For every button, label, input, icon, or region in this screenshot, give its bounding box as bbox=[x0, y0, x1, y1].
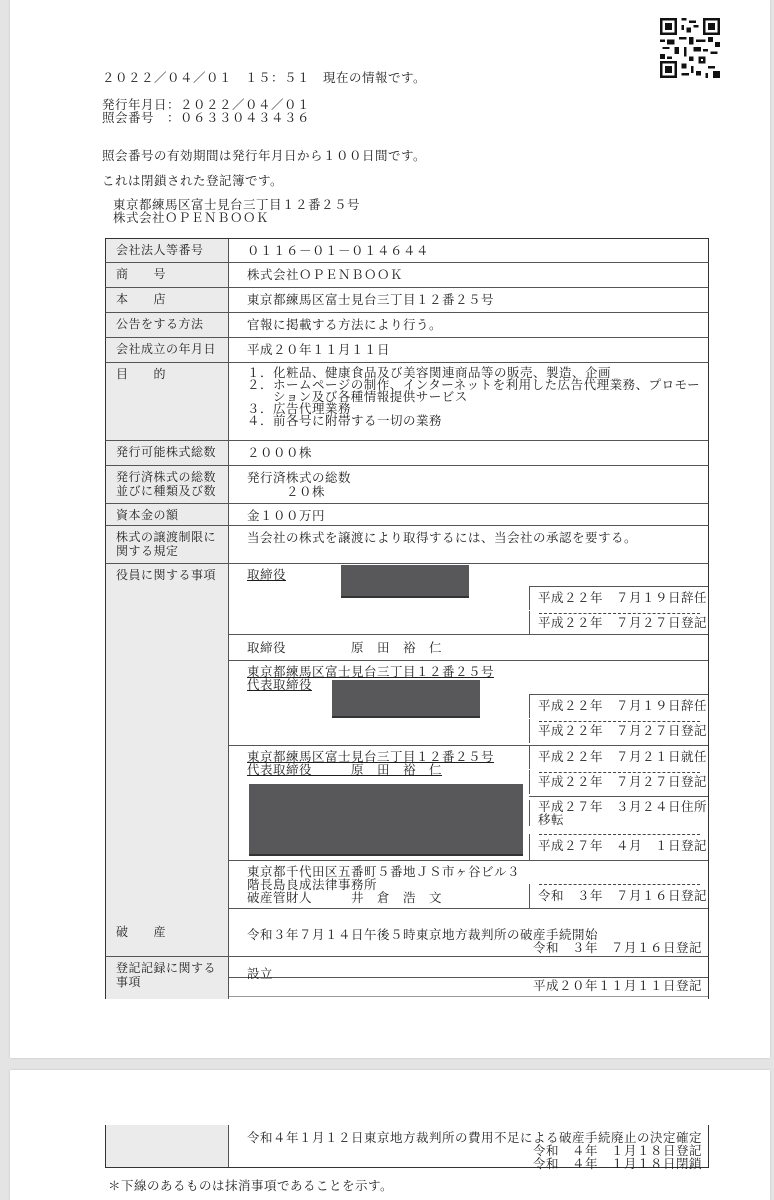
officer-date: 平成２２年 ７月１９日辞任 bbox=[529, 586, 708, 610]
trustee-name: 破産管財人 井 倉 浩 文 bbox=[247, 890, 443, 905]
page-2 bbox=[10, 1070, 770, 1200]
row-value: 当会社の株式を譲渡により取得するには、当会社の承認を要する。 bbox=[247, 530, 638, 545]
officer-date: 平成２７年 ４月 １日登記 bbox=[529, 834, 708, 860]
row-value: １．化粧品、健康食品及び美容関連商品等の販売、製造、企画 ２．ホームページの制作、インターネットを利用した広告代理業務、プロモー ション及び各種情報提供サービス ３．広告代理業務 ４．前各号に附帯する一切の業務 bbox=[247, 365, 701, 428]
header-address: 東京都練馬区富士見台三丁目１２番２５号 bbox=[113, 197, 361, 212]
officer-title: 代表取締役 原 田 裕 仁 bbox=[247, 762, 443, 777]
officers-section bbox=[105, 564, 709, 978]
trustee-office: 階長島良成法律事務所 bbox=[247, 877, 378, 892]
officer-date: 平成２２年 ７月２７日登記 bbox=[529, 611, 708, 635]
redacted-name bbox=[332, 680, 480, 718]
validity-notice: 照会番号の有効期間は発行年月日から１００日間です。 bbox=[102, 148, 427, 163]
registry-table bbox=[105, 238, 709, 978]
officer-date: 平成２２年 ７月２７日登記 bbox=[529, 770, 708, 794]
officer-date: 令和 ３年 ７月１６日登記 bbox=[529, 884, 708, 908]
row-label: 資本金の額 bbox=[106, 504, 229, 525]
table-row bbox=[105, 338, 709, 363]
row-value: 平成２０年１１月１１日 bbox=[247, 342, 391, 357]
trustee-address: 東京都千代田区五番町５番地ＪＳ市ヶ谷ビル３ bbox=[247, 864, 521, 879]
footnote: ＊下線のあるものは抹消事項であることを示す。 bbox=[108, 1178, 394, 1193]
redacted-name bbox=[341, 565, 469, 598]
row-label: 会社成立の年月日 bbox=[106, 338, 229, 362]
redacted-block bbox=[249, 784, 523, 856]
row-value: ０１１６－０１－０１４６４４ bbox=[247, 243, 430, 258]
closure-text: 令和４年１月１２日東京地方裁判所の費用不足による破産手続廃止の決定確定 bbox=[247, 1130, 703, 1145]
row-label: 発行済株式の総数 並びに種類及び数 bbox=[106, 466, 229, 503]
row-value: ２０００株 bbox=[247, 445, 313, 460]
closure-closed: 令和 ４年 １月１８日閉鎖 bbox=[532, 1156, 702, 1171]
officers-label: 役員に関する事項 bbox=[106, 564, 229, 977]
qr-code bbox=[660, 18, 720, 78]
closed-registry-notice: これは閉鎖された登記簿です。 bbox=[102, 173, 284, 188]
row-label: 商 号 bbox=[106, 263, 229, 287]
table-row bbox=[105, 441, 709, 466]
officer-address: 東京都練馬区富士見台三丁目１２番２５号 bbox=[247, 749, 495, 764]
continuation-row bbox=[105, 1125, 709, 1171]
page-1 bbox=[10, 0, 770, 1058]
row-label: 本 店 bbox=[106, 288, 229, 312]
row-label: 公告をする方法 bbox=[106, 313, 229, 337]
table-row bbox=[105, 504, 709, 526]
officer-date: 平成２７年 ３月２４日住所 移転 bbox=[529, 800, 708, 826]
officer-date: 平成２２年 ７月１９日辞任 bbox=[529, 694, 708, 718]
records-registration: 平成２０年１１月１１日登記 bbox=[532, 978, 702, 993]
row-label: 会社法人等番号 bbox=[106, 239, 229, 262]
table-row bbox=[105, 238, 709, 263]
timestamp-text: ２０２２／０４／０１ １５：５１ 現在の情報です。 bbox=[102, 70, 427, 85]
row-value: 金１００万円 bbox=[247, 508, 326, 523]
records-label: 登記記録に関する 事項 bbox=[106, 957, 229, 999]
officer-title: 取締役 bbox=[247, 567, 287, 582]
records-text: 設立 bbox=[247, 966, 274, 981]
header-company-name: 株式会社ＯＰＥＮＢＯＯＫ bbox=[113, 210, 270, 225]
officers-content bbox=[229, 564, 708, 977]
row-value: 株式会社ＯＰＥＮＢＯＯＫ bbox=[247, 267, 404, 282]
table-row bbox=[105, 363, 709, 441]
row-label: 発行可能株式総数 bbox=[106, 441, 229, 465]
reference-number-text: 照会番号 ：０６３３０４３４３６ bbox=[102, 110, 311, 125]
bankruptcy-text: 令和３年７月１４日午後５時東京地方裁判所の破産手続開始 bbox=[247, 927, 599, 942]
officer-date: 平成２２年 ７月２７日登記 bbox=[529, 719, 708, 743]
table-row bbox=[105, 466, 709, 504]
table-row bbox=[105, 263, 709, 288]
officer-title: 代表取締役 bbox=[247, 677, 313, 692]
records-row bbox=[105, 957, 709, 999]
bankruptcy-registration: 令和 ３年 ７月１６日登記 bbox=[532, 940, 702, 955]
table-row bbox=[105, 313, 709, 338]
table-row bbox=[105, 288, 709, 313]
bankruptcy-row bbox=[105, 921, 709, 957]
officer-address: 東京都練馬区富士見台三丁目１２番２５号 bbox=[247, 664, 495, 679]
officer-date: 平成２２年 ７月２１日就任 bbox=[529, 745, 708, 769]
row-label: 目 的 bbox=[106, 363, 229, 440]
row-label: 株式の譲渡制限に 関する規定 bbox=[106, 526, 229, 563]
row-value: 官報に掲載する方法により行う。 bbox=[247, 317, 443, 332]
closure-registration: 令和 ４年 １月１８日登記 bbox=[532, 1143, 702, 1158]
table-row bbox=[105, 526, 709, 564]
officer-entry: 取締役 原 田 裕 仁 bbox=[247, 640, 443, 655]
row-value: 東京都練馬区富士見台三丁目１２番２５号 bbox=[247, 292, 495, 307]
issue-date-text: 発行年月日：２０２２／０４／０１ bbox=[102, 97, 311, 112]
bankruptcy-label: 破 産 bbox=[106, 921, 229, 956]
row-value: 発行済株式の総数 ２０株 bbox=[247, 470, 352, 499]
